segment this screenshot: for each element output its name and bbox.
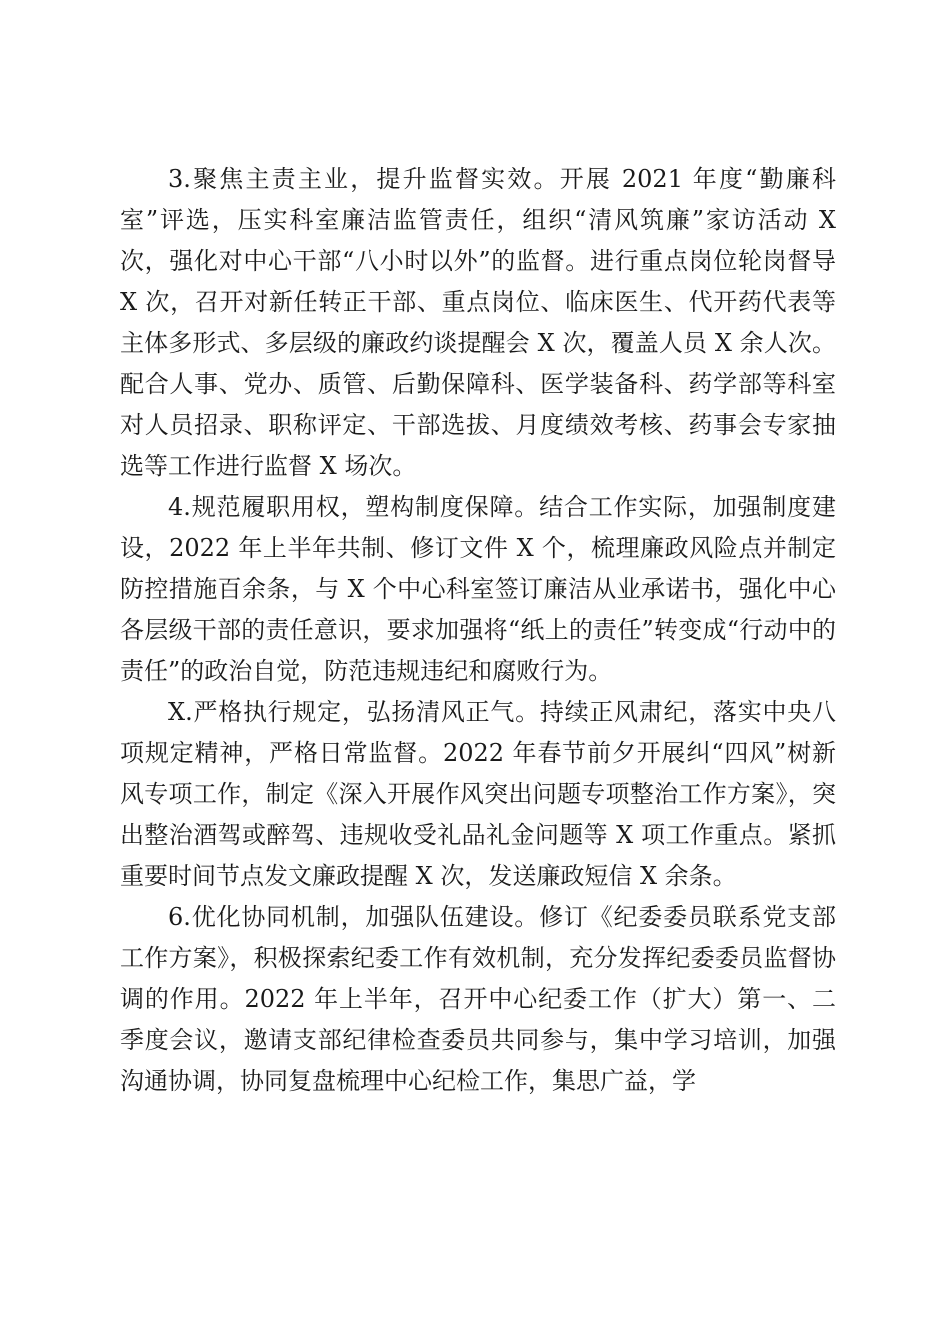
document-body: [120, 159, 836, 1102]
paragraph-4: 4.规范履职用权，塑构制度保障。结合工作实际，加强制度建设，2022 年上半年共制、修订文件 X 个，梳理廉政风险点并制定防控措施百余条，与 X 个中心科室签订廉洁从业承诺书，强化中心各层级干部的责任意识，要求加强将“纸上的责任”转变成“行动中的责任”的政治自觉，防范违规违纪和腐败行为。: [120, 493, 836, 685]
paragraph-3: 3.聚焦主责主业，提升监督实效。开展 2021 年度“勤廉科室”评选，压实科室廉洁监管责任，组织“清风筑廉”家访活动 X 次，强化对中心干部“八小时以外”的监督。进行重点岗位轮岗督导 X 次，召开对新任转正干部、重点岗位、临床医生、代开药代表等主体多形式、多层级的廉政约谈提醒会 X 次，覆盖人员 X 余人次。配合人事、党办、质管、后勤保障科、医学装备科、药学部等科室对人员招录、职称评定、干部选拔、月度绩效考核、药事会专家抽选等工作进行监督 X 场次。: [120, 165, 836, 480]
paragraph-6: 6.优化协同机制，加强队伍建设。修订《纪委委员联系党支部工作方案》，积极探索纪委工作有效机制，充分发挥纪委委员监督协调的作用。2022 年上半年，召开中心纪委工作（扩大）第一、二季度会议，邀请支部纪律检查委员共同参与，集中学习培训，加强沟通协调，协同复盘梳理中心纪检工作，集思广益，学: [120, 903, 836, 1095]
paragraph-x: X.严格执行规定，弘扬清风正气。持续正风肃纪，落实中央八项规定精神，严格日常监督。2022 年春节前夕开展纠“四风”树新风专项工作，制定《深入开展作风突出问题专项整治工作方案》，突出整治酒驾或醉驾、违规收受礼品礼金问题等 X 项工作重点。紧抓重要时间节点发文廉政提醒 X 次，发送廉政短信 X 余条。: [120, 698, 836, 890]
